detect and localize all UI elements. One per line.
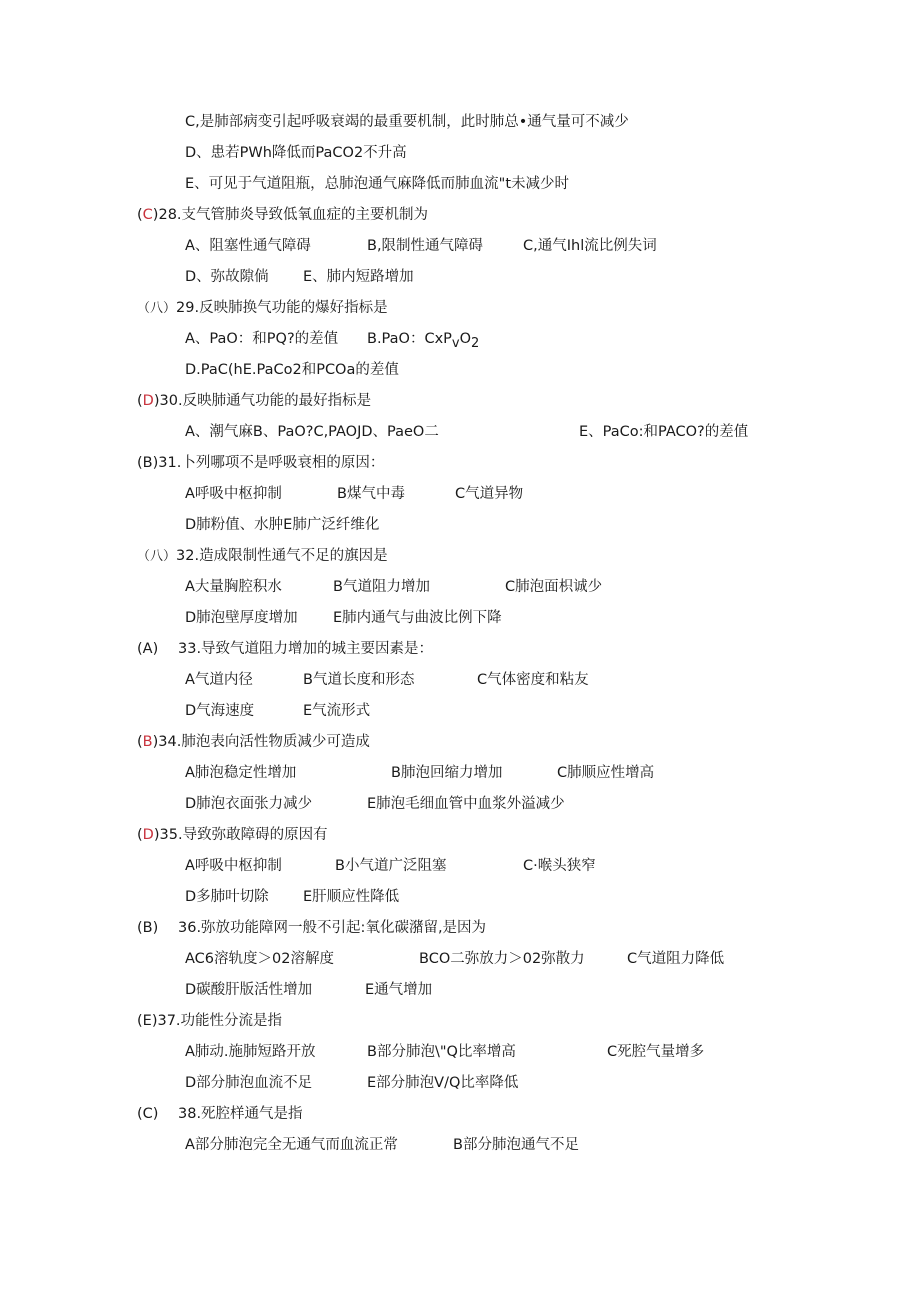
option-e-prev: E、可见于气道阻瓶，总肺泡通气麻降低而肺血流"t未减少时 [185,176,570,192]
option: A、阻塞性通气障碍 [185,238,311,254]
question-37 [137,1011,282,1031]
option: C气道异物 [455,486,524,502]
option: E通气增加 [365,982,433,998]
question-32 [137,546,388,567]
question-30 [137,391,371,411]
answer-marker: (D) [137,393,160,409]
option: C肺泡面枳诚少 [505,579,603,595]
option: A气道内径 [185,672,253,688]
option: C,通气Ihl流比例失词 [523,238,657,254]
option: D多肺叶切除 [185,889,269,905]
option: AC6溶轨度＞02溶解度 [185,951,334,967]
question-stem: 31.卜列哪项不是呼吸衰相的原因： [158,455,385,471]
option: B部分肺泡\"Q比率增高 [367,1044,516,1060]
question-34 [137,732,370,752]
option: A呼吸中枢抑制 [185,486,282,502]
question-stem: 32.造成限制性通气不足的旗因是 [176,548,388,564]
answer-marker: （八） [137,301,177,316]
question-stem: 37.功能性分流是指 [157,1013,283,1029]
question-stem: 28.支气管肺炎导致低氧血症的主要机制为 [158,207,429,223]
answer-marker: (D) [137,827,160,843]
question-stem: 35.导致弥敢障碍的原因有 [159,827,328,843]
option: B肺泡回缩力增加 [391,765,503,781]
question-stem: 30.反映肺通气功能的最好指标是 [159,393,372,409]
answer-marker: (E) [137,1013,158,1029]
option: A、PaO：和PQ?的差值 [185,331,339,347]
option: C·喉头狭窄 [523,858,596,874]
option: B煤气中毒 [337,486,405,502]
option: E部分肺泡V/Q比率降低 [367,1075,519,1091]
question-stem: 36.弥放功能障网一般不引起:氧化碳潴留,是因为 [178,920,487,936]
option-c-prev: C,是肺部病变引起呼吸衰竭的最重要机制，此时肺总•通气量可不减少 [185,114,629,130]
option: E肺泡毛细血管中血浆外溢减少 [367,796,565,812]
option: C死腔气量增多 [607,1044,705,1060]
question-stem: 34.肺泡表向活性物质减少可造成 [158,734,370,750]
option: C气体密度和粘友 [477,672,589,688]
option: D肺泡壁厚度增加 [185,610,298,626]
option: E、PaCo:和PACO?的差值 [579,424,749,440]
option: B,限制性通气障碍 [367,238,484,254]
option: B.PaO：$CxP_vO_2$ [367,331,480,351]
option: D气海速度 [185,703,255,719]
option: D肺粉值、水肿E肺广泛纤维化 [185,517,380,533]
option: D碳酸肝版活性增加 [185,982,313,998]
option-d-prev: D、患若PWh降低而PaCO2不升高 [185,145,407,161]
option: B气道长度和形态 [303,672,415,688]
option: D.PaC(hE.PaCo2和PCOa的差值 [185,362,399,378]
option: A大量胸腔积水 [185,579,282,595]
answer-marker: （八） [137,549,177,564]
answer-marker: (B) [137,734,159,750]
option: B小气道广泛阻塞 [335,858,447,874]
option: BCO二弥放力＞02弥散力 [419,951,585,967]
answer-marker: (C) [137,1106,159,1122]
answer-marker: (A) [137,641,159,657]
answer-marker: (B) [137,920,159,936]
option: D部分肺泡血流不足 [185,1075,313,1091]
option: E肝顺应性降低 [303,889,400,905]
option: D肺泡衣面张力减少 [185,796,313,812]
option: A、潮气麻B、PaO?C,PAOJD、PaeO二 [185,424,439,440]
question-31 [137,453,384,473]
option: C肺顺应性增高 [557,765,655,781]
option: C气道阻力降低 [627,951,725,967]
option: B部分肺泡通气不足 [453,1137,579,1153]
question-28 [137,205,428,225]
option: A部分肺泡完全无通气而血流正常 [185,1137,398,1153]
question-29 [137,298,388,319]
option: E气流形式 [303,703,371,719]
option: B气道阻力增加 [333,579,430,595]
question-stem: 33.导致气道阻力增加的城主要因素是： [178,641,434,657]
answer-marker: (B) [137,455,159,471]
option: E、肺内短路增加 [303,269,414,285]
option: A肺动.施肺短路开放 [185,1044,316,1060]
question-stem: 29.反映肺换气功能的爆好指标是 [176,300,388,316]
answer-marker: (C) [137,207,159,223]
option: A呼吸中枢抑制 [185,858,282,874]
option: D、弥故隙倘 [185,269,269,285]
option: E肺内通气与曲波比例下降 [333,610,502,626]
option: A肺泡稳定性增加 [185,765,297,781]
question-35 [137,825,328,845]
question-stem: 38.死腔样通气是指 [178,1106,303,1122]
